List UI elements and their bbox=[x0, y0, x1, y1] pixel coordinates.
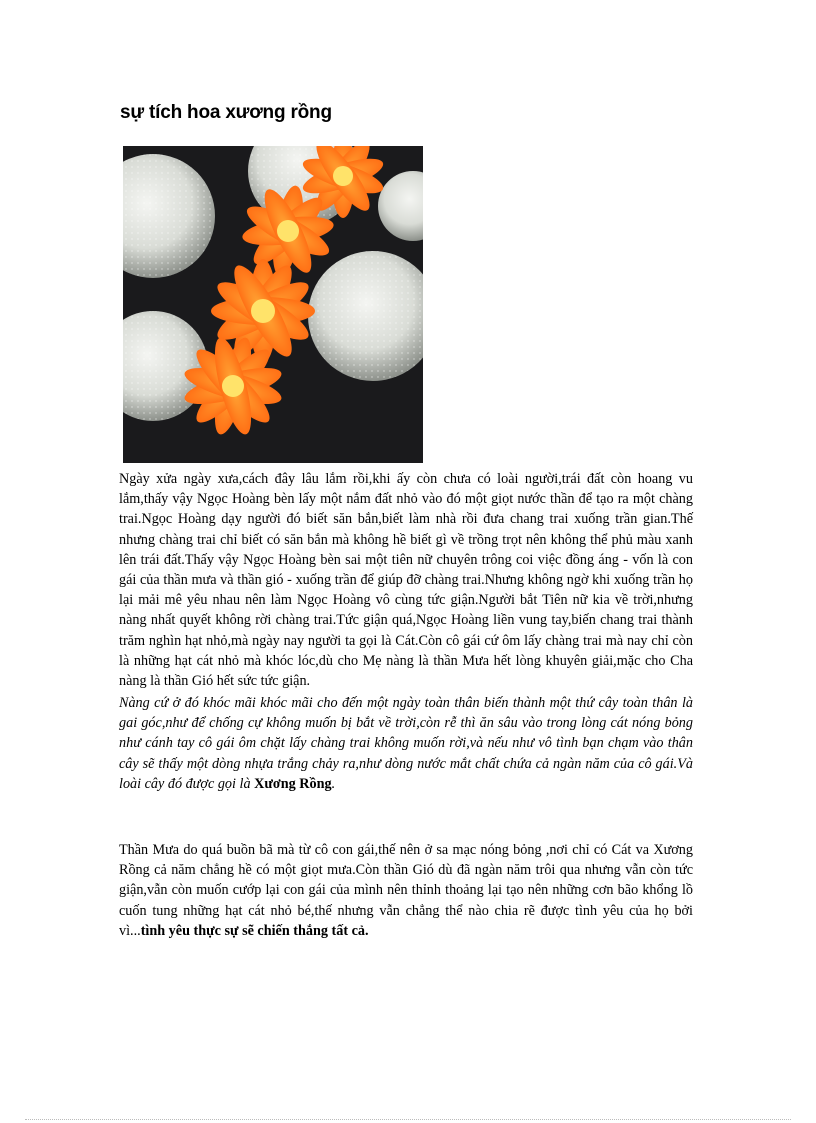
paragraph-2-text: Nàng cứ ở đó khóc mãi khóc mãi cho đến một ngày toàn thân biến thành một thứ cây toàn thân là gai góc,như để chống cự không muốn bị bắt về trời,còn rễ thì ăn sâu vào trong lòng cát nóng bỏng như cánh tay cô gái ôm chặt lấy chàng trai không muốn rời,và nếu như vô tình bạn chạm vào thân cây sẽ thấy một dòng nhựa trắng chảy ra,như dòng nước mắt chất chứa cả ngàn năm của cô gái.Và loài cây đó được gọi là bbox=[119, 695, 693, 792]
paragraph-3-bold: tình yêu thực sự sẽ chiến thắng tất cả. bbox=[140, 922, 369, 939]
paragraph-2 bbox=[119, 693, 693, 794]
paragraph-2-end: . bbox=[331, 775, 336, 792]
page-bottom-rule bbox=[25, 1119, 791, 1120]
paragraph-1: Ngày xửa ngày xưa,cách đây lâu lắm rồi,khi ấy còn chưa có loài người,trái đất còn hoang vu lắm,thấy vậy Ngọc Hoàng bèn lấy một nắm đất nhỏ vào đó một giọt nước thần để tạo ra một chàng trai.Ngọc Hoàng dạy người đó biết săn bắn,biết làm nhà rồi đưa chang trai xuống trần gian.Thế nhưng chàng trai chỉ biết có săn bắn mà không hề biết gì về trồng trọt nên không thể phủ màu xanh lên trái đất.Thấy vậy Ngọc Hoàng bèn sai một tiên nữ chuyên trông coi việc đồng áng - vốn là con gái của thần mưa và thần gió - xuống trần để giúp đỡ chàng trai.Nhưng không ngờ khi xuống trần họ lại mải mê yêu nhau nên làm Ngọc Hoàng vô cùng tức giận.Người bắt Tiên nữ kia về trời,nhưng nàng nhất quyết không rời chàng trai.Tức giận quá,Ngọc Hoàng liền vung tay,biến chang trai thành trăm nghìn hạt nhỏ,mà ngày nay người ta gọi là Cát.Còn cô gái cứ ôm lấy chàng trai mà nay chỉ còn là những hạt cát nhỏ mà khóc lóc,dù cho Mẹ nàng là thần Mưa hết lòng khuyên giải,mặc cho Cha nàng là thần Gió hết sức tức giận. bbox=[119, 471, 693, 690]
paragraph-3-text: Thần Mưa do quá buồn bã mà từ cô con gái,thế nên ở sa mạc nóng bỏng ,nơi chỉ có Cát va Xương Rồng cả năm chẳng hề có một giọt mưa.Còn thần Gió dù đã ngàn năm trôi qua nhưng vẫn còn tức giận,vẫn còn muốn cướp lại con gái của mình nên thỉnh thoảng lại tạo nên những cơn bão khổng lồ cuốn tung những hạt cát nhỏ bé,thế nhưng vẫn chẳng thể nào chia rẽ được tình yêu của họ bởi vì... bbox=[119, 842, 693, 939]
cactus-flower-photo bbox=[123, 146, 423, 463]
paragraph-2-bold: Xương Rồng bbox=[254, 775, 332, 792]
paragraph-3 bbox=[119, 840, 693, 941]
document-title: sự tích hoa xương rồng bbox=[120, 102, 332, 123]
